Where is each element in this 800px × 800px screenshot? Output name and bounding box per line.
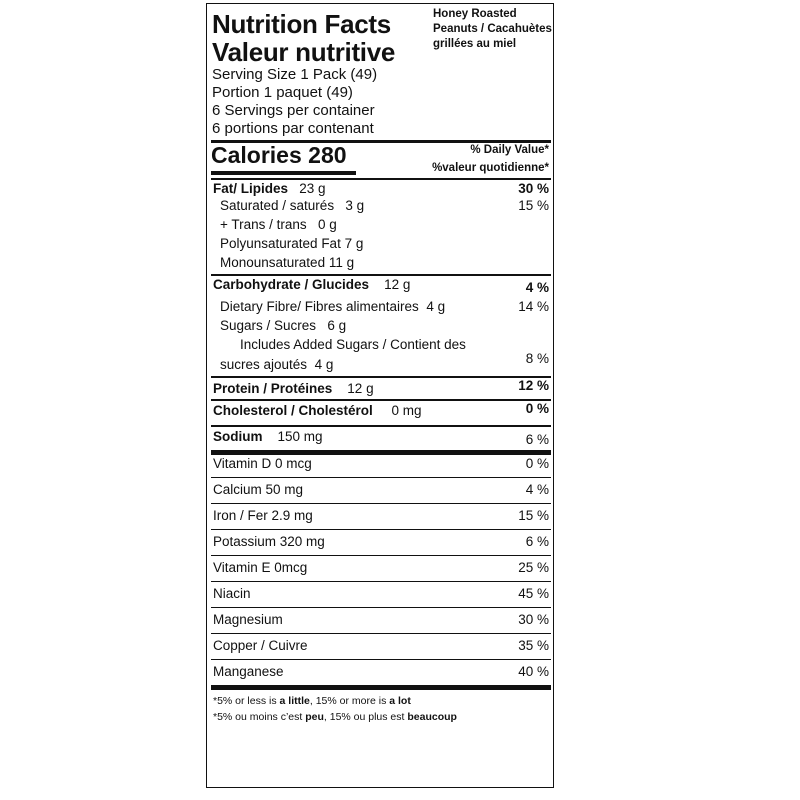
calories-underline [211,171,356,175]
fat-label: Fat/ Lipides [213,181,289,196]
vitamin-row [211,585,551,603]
vitamin-row [211,611,551,629]
vitamin-label: Iron / Fer 2.9 mg [213,508,313,523]
saturated-label: Saturated / saturés [220,198,335,213]
divider [211,633,551,634]
fibre-pct: 14 % [518,299,549,314]
vitamin-label: Niacin [213,586,251,601]
cholesterol-amount: 0 mg [391,403,422,418]
trans-row [211,216,551,234]
thick-divider [211,685,551,690]
vitamin-row [211,533,551,551]
divider [211,555,551,556]
divider [211,581,551,582]
vitamin-row [211,507,551,525]
vitamin-row [211,455,551,473]
vitamin-pct: 0 % [525,456,549,471]
vitamin-label: Calcium 50 mg [213,482,304,497]
added-sugars-pct: 8 % [525,351,549,366]
vitamin-pct: 15 % [518,508,549,523]
servings-per-container-fr: 6 portions par contenant [212,120,374,137]
sodium-amount: 150 mg [277,429,323,444]
added-sugars-label-line2: sucres ajoutés [220,357,308,372]
divider [211,503,551,504]
fibre-amount: 4 g [426,299,446,314]
sodium-row [211,428,551,446]
vitamin-label: Potassium 320 mg [213,534,325,549]
fat-pct: 30 % [518,181,549,196]
polyunsaturated-row [211,235,551,253]
protein-label: Protein / Protéines [213,381,333,396]
vitamin-row [211,481,551,499]
fat-amount: 23 g [299,181,326,196]
divider [211,425,551,427]
vitamin-pct: 45 % [518,586,549,601]
serving-size-fr: Portion 1 paquet (49) [212,84,353,101]
vitamin-pct: 30 % [518,612,549,627]
vitamin-pct: 4 % [525,482,549,497]
carbohydrate-label: Carbohydrate / Glucides [213,277,370,292]
vitamin-row [211,559,551,577]
trans-label: + Trans / trans [220,217,307,232]
sugars-label: Sugars / Sucres [220,318,317,333]
vitamin-label: Magnesium [213,612,283,627]
vitamin-label: Manganese [213,664,284,679]
monounsaturated-row [211,254,551,272]
sugars-row [211,317,551,335]
vitamin-label: Vitamin E 0mcg [213,560,308,575]
footnote-en: *5% or less is a little, 15% or more is a lot [213,695,411,707]
daily-value-header-fr: %valeur quotidienne* [432,162,549,174]
divider [211,607,551,608]
vitamin-pct: 35 % [518,638,549,653]
sugars-amount: 6 g [327,318,347,333]
carbohydrate-pct: 4 % [525,280,549,295]
divider [211,477,551,478]
added-sugars-label-line1: Includes Added Sugars / Contient des [240,337,466,352]
polyunsaturated-label: Polyunsaturated Fat 7 g [220,236,364,251]
monounsaturated-label: Monounsaturated 11 g [220,255,355,270]
calories: Calories 280 [211,142,347,168]
vitamin-pct: 40 % [518,664,549,679]
daily-value-header-en: % Daily Value* [470,144,549,156]
sodium-label: Sodium [213,429,263,444]
fibre-row [211,298,551,316]
protein-pct: 12 % [518,378,549,393]
divider [211,659,551,660]
sodium-pct: 6 % [525,432,549,447]
nutrition-facts-label [206,3,554,788]
cholesterol-pct: 0 % [525,401,549,416]
cholesterol-label: Cholesterol / Cholestérol [213,403,373,418]
vitamin-row [211,637,551,655]
protein-amount: 12 g [347,381,374,396]
carbohydrate-amount: 12 g [384,277,411,292]
saturated-row [211,197,551,215]
vitamin-pct: 25 % [518,560,549,575]
vitamin-row [211,663,551,681]
fibre-label: Dietary Fibre/ Fibres alimentaires [220,299,419,314]
title-en: Nutrition Facts [212,9,391,39]
serving-size-en: Serving Size 1 Pack (49) [212,66,378,83]
carbohydrate-row [211,276,551,294]
divider [211,529,551,530]
divider [211,399,551,401]
added-sugars-row [211,336,551,354]
vitamin-label: Vitamin D 0 mcg [213,456,312,471]
servings-per-container-en: 6 Servings per container [212,102,375,119]
footnote-fr: *5% ou moins c’est peu, 15% ou plus est beaucoup [213,711,457,723]
saturated-amount: 3 g [345,198,365,213]
added-sugars-amount: 4 g [314,357,334,372]
fat-row [211,180,551,198]
added-sugars-row-2 [211,351,551,374]
cholesterol-row [211,402,551,420]
saturated-pct: 15 % [518,198,549,213]
vitamin-label: Copper / Cuivre [213,638,308,653]
vitamin-pct: 6 % [525,534,549,549]
title-fr: Valeur nutritive [212,37,396,67]
protein-row [211,377,551,395]
trans-amount: 0 g [317,217,337,232]
product-name: Honey Roasted Peanuts / Cacahuètes grillées au miel [433,8,552,50]
